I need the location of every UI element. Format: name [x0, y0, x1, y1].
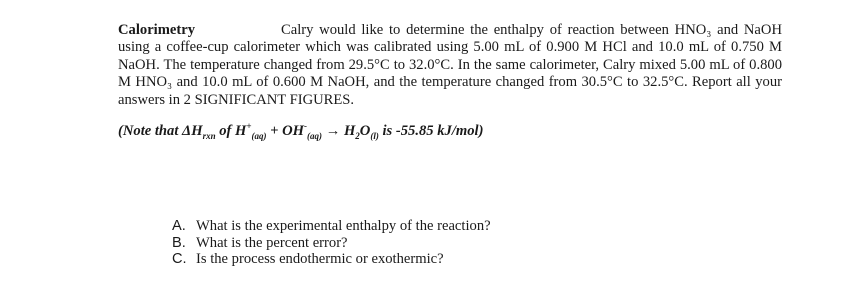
question-text: Is the process endothermic or exothermic? [196, 251, 444, 268]
note-text: O [359, 122, 371, 139]
question-text: What is the experimental enthalpy of the reaction? [196, 218, 491, 234]
note-subscript: (aq) [307, 130, 323, 141]
question-item [172, 218, 491, 235]
question-item [172, 251, 491, 268]
problem-body: Calry would like to determine the enthalpy of reaction between HNO₃ and NaOH using a coffee-cup calorimeter which was calibrated using 5.00 mL of 0.900 M HCl and 10.0 mL of 0.750 M NaOH. The temperature changed from 29.5°C to 32.0°C. In the same calorimeter, Calry mixed 5.00 mL of 0.800 M HNO₃ and 10.0 mL of 0.600 M NaOH, and the temperature changed from 30.5°C to 32.5°C. Report all your answers in 2 SIGNIFICANT FIGURES. [118, 22, 782, 108]
question-letter: B. [172, 234, 186, 251]
question-list [172, 218, 491, 268]
note-subscript: rxn [202, 130, 216, 141]
note-text: → H [322, 122, 356, 139]
note-text: + OH [266, 122, 305, 139]
question-letter: A. [172, 218, 186, 234]
note-subscript: 2 [355, 130, 360, 141]
note-line [118, 118, 782, 145]
note-subscript: (aq) [251, 130, 267, 141]
note-text: (Note that ΔH [118, 122, 203, 139]
problem-paragraph [118, 22, 782, 109]
note-subscript: (l) [370, 130, 379, 141]
note-superscript: - [304, 121, 308, 132]
note-superscript: + [246, 121, 252, 132]
problem-statement [118, 22, 782, 145]
problem-heading: Calorimetry [118, 22, 195, 38]
question-item [172, 235, 491, 252]
question-text: What is the percent error? [196, 234, 348, 251]
note-text: of H [215, 122, 247, 139]
question-letter: C. [172, 251, 187, 268]
note-text: is -55.85 kJ/mol) [378, 122, 484, 139]
